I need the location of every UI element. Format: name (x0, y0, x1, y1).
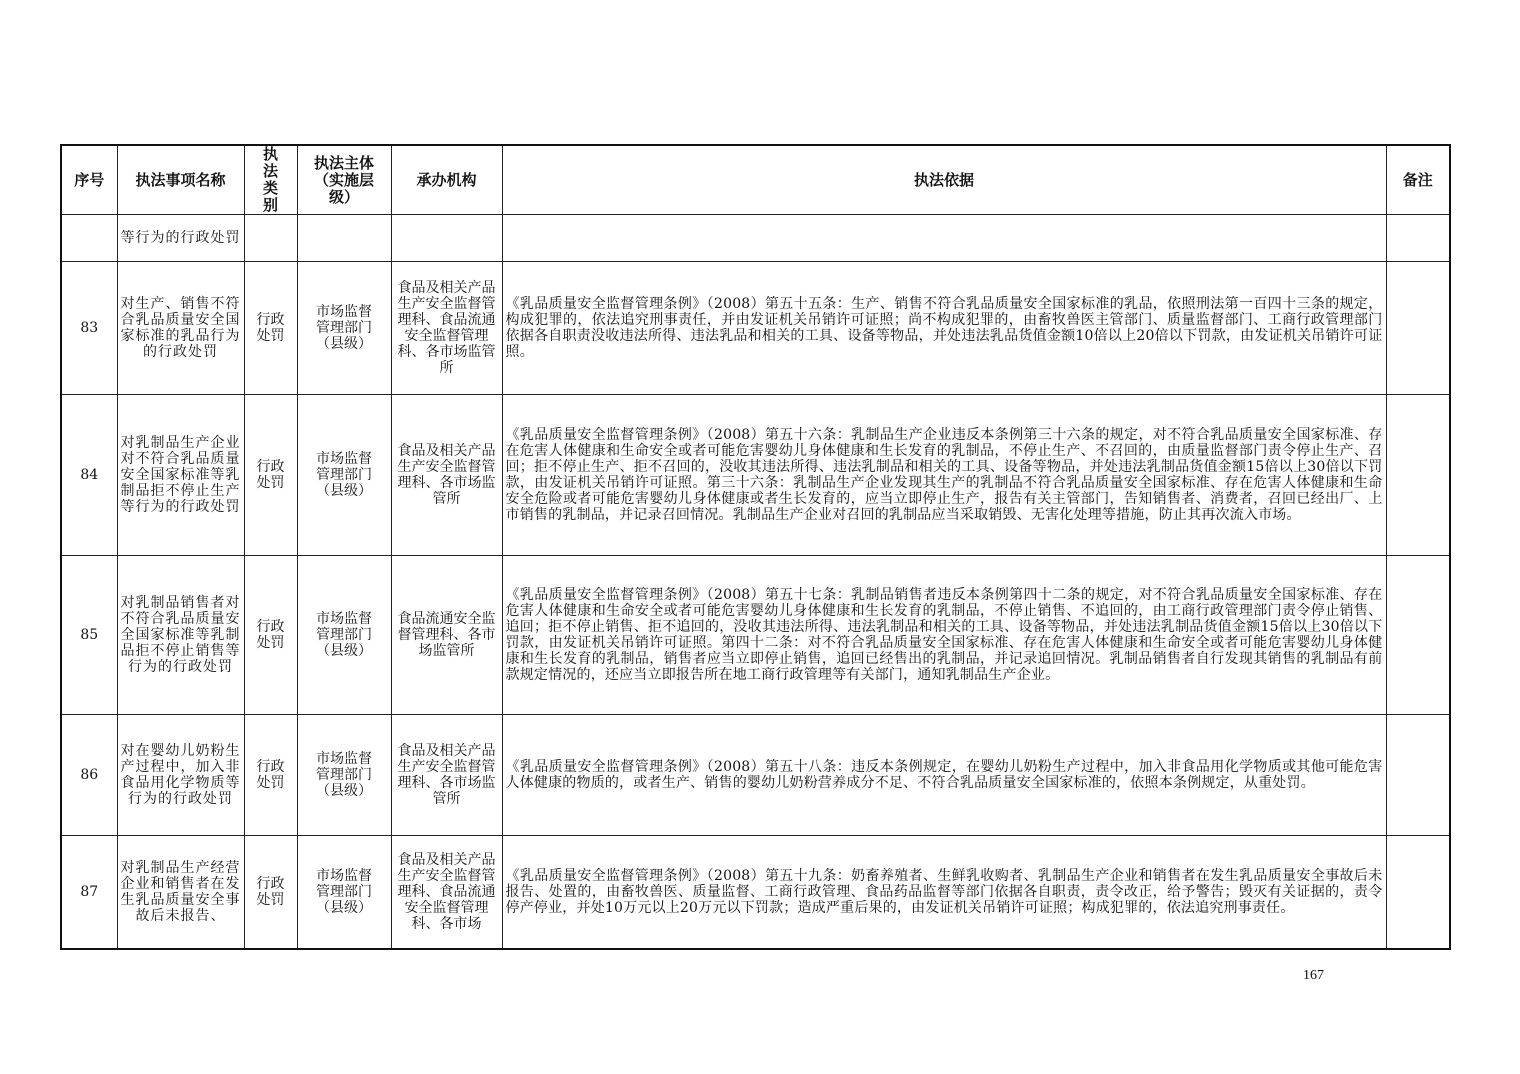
table-row (61, 836, 1450, 949)
cell-basis: 《乳品质量安全监督管理条例》（2008）第五十八条：违反本条例规定，在婴幼儿奶粉生产过程中，加入非食品用化学物质或其他可能危害人体健康的物质的，或者生产、销售的婴幼儿奶粉营养成分不足、不符合乳品质量安全国家标准的，依照本条例规定，从重处罚。 (502, 715, 1386, 836)
cell-item-name: 对乳制品销售者对不符合乳品质量安全国家标准等乳制品拒不停止销售等行为的行政处罚 (117, 556, 244, 715)
cell-note (1386, 395, 1450, 556)
header-item-name: 执法事项名称 (117, 145, 244, 215)
cell-seq: 85 (61, 556, 117, 715)
cell-note (1386, 836, 1450, 949)
enforcement-table (60, 144, 1451, 950)
cell-org: 食品及相关产品生产安全监督管理科、食品流通安全监督管理科、各市场 (391, 836, 502, 949)
header-category: 执法类别 (244, 145, 297, 215)
page-number: 167 (1303, 968, 1324, 983)
cell-note (1386, 215, 1450, 262)
cell-seq: 87 (61, 836, 117, 949)
header-basis: 执法依据 (502, 145, 1386, 215)
cell-category: 行政处罚 (244, 836, 297, 949)
cell-basis: 《乳品质量安全监督管理条例》（2008）第五十七条：乳制品销售者违反本条例第四十二条的规定，对不符合乳品质量安全国家标准、存在危害人体健康和生命安全或者可能危害婴幼儿身体健康和生长发育的乳制品，不停止销售、不追回的，由工商行政管理部门责令停止销售、追回；拒不停止销售、拒不追回的，没收其违法所得、违法乳制品和相关的工具、设备等物品，并处违法乳制品货值金额15倍以上30倍以下罚款，由发证机关吊销许可证照。第四十二条：对不符合乳品质量安全国家标准、存在危害人体健康和生命安全或者可能危害婴幼儿身体健康和生长发育的乳制品，销售者应当立即停止销售，追回已经售出的乳制品，并记录追回情况。乳制品销售者自行发现其销售的乳制品有前款规定情况的，还应当立即报告所在地工商行政管理等有关部门，通知乳制品生产企业。 (502, 556, 1386, 715)
cell-note (1386, 715, 1450, 836)
table-row (61, 556, 1450, 715)
cell-org (391, 215, 502, 262)
header-note: 备注 (1386, 145, 1450, 215)
cell-subject: 市场监督管理部门（县级） (297, 395, 391, 556)
table-header-row (61, 145, 1450, 215)
cell-basis (502, 215, 1386, 262)
cell-note (1386, 262, 1450, 395)
cell-org: 食品流通安全监督管理科、各市场监管所 (391, 556, 502, 715)
cell-item-name: 对在婴幼儿奶粉生产过程中，加入非食品用化学物质等行为的行政处罚 (117, 715, 244, 836)
table-row (61, 215, 1450, 262)
cell-category: 行政处罚 (244, 715, 297, 836)
cell-note (1386, 556, 1450, 715)
cell-basis: 《乳品质量安全监督管理条例》（2008）第五十六条：乳制品生产企业违反本条例第三十六条的规定，对不符合乳品质量安全国家标准、存在危害人体健康和生命安全或者可能危害婴幼儿身体健康和生长发育的乳制品，不停止生产、不召回的，由质量监督部门责令停止生产、召回；拒不停止生产、拒不召回的，没收其违法所得、违法乳制品和相关的工具、设备等物品，并处违法乳制品货值金额15倍以上30倍以下罚款，由发证机关吊销许可证照。第三十六条：乳制品生产企业发现其生产的乳制品不符合乳品质量安全国家标准、存在危害人体健康和生命安全危险或者可能危害婴幼儿身体健康或者生长发育的，应当立即停止生产，报告有关主管部门，告知销售者、消费者，召回已经出厂、上市销售的乳制品，并记录召回情况。乳制品生产企业对召回的乳制品应当采取销毁、无害化处理等措施，防止其再次流入市场。 (502, 395, 1386, 556)
cell-org: 食品及相关产品生产安全监督管理科、食品流通安全监督管理科、各市场监管所 (391, 262, 502, 395)
cell-category: 行政处罚 (244, 262, 297, 395)
cell-seq (61, 215, 117, 262)
cell-category: 行政处罚 (244, 395, 297, 556)
cell-item-name: 对生产、销售不符合乳品质量安全国家标准的乳品行为的行政处罚 (117, 262, 244, 395)
cell-category (244, 215, 297, 262)
cell-org: 食品及相关产品生产安全监督管理科、各市场监管所 (391, 395, 502, 556)
cell-seq: 84 (61, 395, 117, 556)
cell-seq: 83 (61, 262, 117, 395)
cell-subject: 市场监督管理部门（县级） (297, 715, 391, 836)
cell-subject: 市场监督管理部门（县级） (297, 262, 391, 395)
header-seq: 序号 (61, 145, 117, 215)
cell-subject (297, 215, 391, 262)
table-row (61, 715, 1450, 836)
cell-basis: 《乳品质量安全监督管理条例》（2008）第五十五条：生产、销售不符合乳品质量安全国家标准的乳品，依照刑法第一百四十三条的规定，构成犯罪的，依法追究刑事责任，并由发证机关吊销许可证照；尚不构成犯罪的，由畜牧兽医主管部门、质量监督部门、工商行政管理部门依据各自职责没收违法所得、违法乳品和相关的工具、设备等物品，并处违法乳品货值金额10倍以上20倍以下罚款，由发证机关吊销许可证照。 (502, 262, 1386, 395)
cell-item-name: 对乳制品生产经营企业和销售者在发生乳品质量安全事故后未报告、 (117, 836, 244, 949)
cell-org: 食品及相关产品生产安全监督管理科、各市场监管所 (391, 715, 502, 836)
header-subject: 执法主体（实施层级） (297, 145, 391, 215)
cell-basis: 《乳品质量安全监督管理条例》（2008）第五十九条：奶畜养殖者、生鲜乳收购者、乳制品生产企业和销售者在发生乳品质量安全事故后未报告、处置的，由畜牧兽医、质量监督、工商行政管理、食品药品监督等部门依据各自职责，责令改正，给予警告；毁灭有关证据的，责令停产停业，并处10万元以上20万元以下罚款；造成严重后果的，由发证机关吊销许可证照；构成犯罪的，依法追究刑事责任。 (502, 836, 1386, 949)
cell-item-name: 等行为的行政处罚 (117, 215, 244, 262)
cell-seq: 86 (61, 715, 117, 836)
cell-subject: 市场监督管理部门（县级） (297, 836, 391, 949)
cell-category: 行政处罚 (244, 556, 297, 715)
header-org: 承办机构 (391, 145, 502, 215)
table-row (61, 395, 1450, 556)
table-row (61, 262, 1450, 395)
cell-item-name: 对乳制品生产企业对不符合乳品质量安全国家标准等乳制品拒不停止生产等行为的行政处罚 (117, 395, 244, 556)
cell-subject: 市场监督管理部门（县级） (297, 556, 391, 715)
